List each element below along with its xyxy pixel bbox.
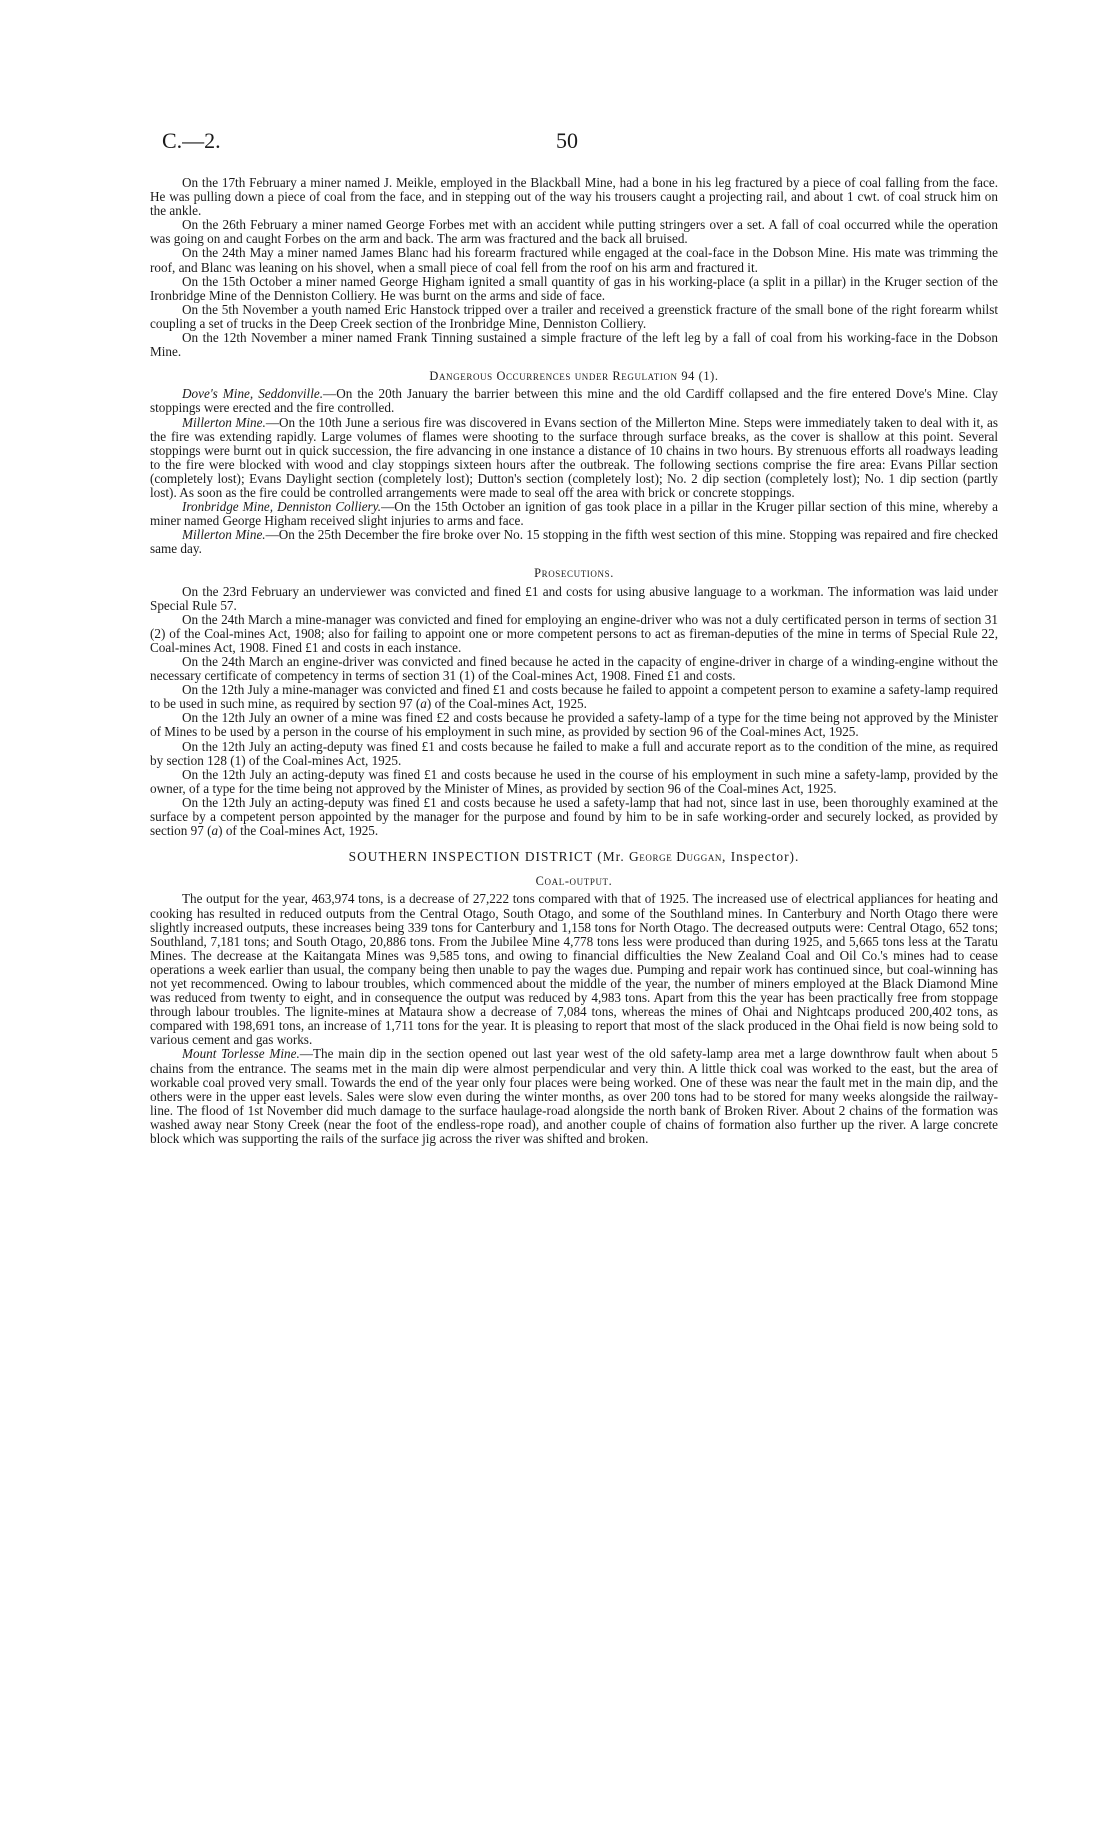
paragraph-lead: Dove's Mine, Seddonville. xyxy=(182,386,324,402)
paragraph-text: —On the 15th October an ignition of gas took place in a pillar in the Kruger pillar section of this mine, whereby a miner named George Higham received slight injuries to arms and face. xyxy=(150,499,998,529)
paragraph: On the 12th July an acting-deputy was fined £1 and costs because he failed to make a full and accurate report as to the condition of the mine, as required by section 128 (1) of the Coal-mines Act, 1925. xyxy=(150,738,998,768)
paragraph xyxy=(150,416,998,501)
paragraph xyxy=(150,796,998,838)
paragraph-text: —On the 10th June a serious fire was discovered in Evans section of the Millerton Mine. Steps were immediately taken to deal with it, as the fire was extending rapidly. Large volumes of flames were shooting to the surface through surface breaks, as the cover is shallow at this point. Several stoppings were burnt out in quick succession, the fire advancing in one instance a distance of 10 chains in two hours. By strenuous efforts all roadways leading to the fire were blocked with wood and clay stoppings sixteen hours after the outbreak. The following sections comprise the fire area: Evans Pillar section (completely lost); Evans Daylight section (completely lost); Dutton's section (completely lost); No. 2 dip section (completely lost); No. 1 dip section (partly lost). As soon as the fire could be controlled arrangements were made to seal off the area with brick or concrete stoppings. xyxy=(150,414,999,500)
paragraph: On the 24th May a miner named James Blanc had his forearm fractured while engaged at the coal-face in the Dobson Mine. His mate was trimming the roof, and Blanc was leaning on his shovel, when a small piece of coal fell from the roof on his arm and fractured it. xyxy=(150,245,998,275)
paragraph-lead: Ironbridge Mine, Denniston Colliery. xyxy=(182,499,382,515)
section-heading-dangerous-occurrences: Dangerous Occurrences under Regulation 94 (1). xyxy=(429,369,719,384)
paragraph: On the 24th March a mine-manager was convicted and fined for employing an engine-driver who was not a duly certificated person in terms of section 31 (2) of the Coal-mines Act, 1908; also for failing to appoint one or more competent persons to act as fireman-deputies of the mine in terms of Special Rule 22, Coal-mines Act, 1908. Fined £1 and costs in each instance. xyxy=(150,611,998,655)
paragraph-lead: Millerton Mine. xyxy=(182,527,266,543)
paragraph: On the 12th July an acting-deputy was fined £1 and costs because he used in the course of his employment in such mine a safety-lamp, provided by the owner, of a type for the time being not approved by the Minister of Mines, as provided by section 96 of the Coal-mines Act, 1925. xyxy=(150,766,998,796)
paragraph-text: On the 12th July a mine-manager was convicted and fined £1 and costs because he failed to appoint a competent person to examine a safety-lamp required to be used in such mine, as required by section 97 ( xyxy=(150,682,998,712)
paragraph: On the 12th November a miner named Frank Tinning sustained a simple fracture of the left leg by a fall of coal from his working-face in the Dobson Mine. xyxy=(150,330,998,360)
paragraph-text: —On the 25th December the fire broke over No. 15 stopping in the fifth west section of this mine. Stopping was repaired and fire checked same day. xyxy=(150,527,998,557)
section-heading-coal-output: Coal-output. xyxy=(535,874,613,889)
paragraph: On the 17th February a miner named J. Meikle, employed in the Blackball Mine, had a bone in his leg fractured by a piece of coal falling from the face. He was pulling down a piece of coal from the face, and in stepping out of the way his trousers caught a projecting rail, and about 1 cwt. of coal struck him on the ankle. xyxy=(150,175,998,219)
paragraph: The output for the year, 463,974 tons, is a decrease of 27,222 tons compared with that of 1925. The increased use of electrical appliances for heating and cooking has resulted in reduced outputs from the Central Otago, South Otago, and some of the Southland mines. In Canterbury and North Otago there were slightly increased outputs, these increases being 339 tons for Canterbury and 1,158 tons for North Otago. The decreased outputs were: Central Otago, 652 tons; Southland, 7,181 tons; and South Otago, 20,886 tons. From the Jubilee Mine 4,778 tons less were produced than during 1925, and 5,665 tons less at the Taratu Mines. The decrease at the Kaitangata Mines was 9,585 tons, and owing to financial difficulties the New Zealand Coal and Oil Co.'s mines had to cease operations a week earlier than usual, the company being then unable to pay the wages due. Pumping and repair work has continued since, but coal-winning has not yet recommenced. Owing to labour troubles, which commenced about the middle of the year, the number of miners employed at the Black Diamond Mine was reduced from twenty to eight, and in consequence the output was reduced by 4,983 tons. Apart from this the year has been practically free from stoppage through labour troubles. The lignite-mines at Mataura show a decrease of 7,084 tons, whereas the mines of Ohai and Nightcaps produced 200,402 tons, as compared with 198,691 tons, an increase of 1,711 tons for the year. It is pleasing to report that most of the slack produced in the Ohai field is now being sold to various cement and gas works. xyxy=(150,891,998,1048)
running-head xyxy=(162,128,972,158)
paragraph-lead: Mount Torlesse Mine. xyxy=(182,1046,300,1062)
paragraph: On the 12th July an owner of a mine was fined £2 and costs because he provided a safety-lamp of a type for the time being not approved by the Minister of Mines to be used by a person in the course of his employment in such mine, as provided by section 96 of the Coal-mines Act, 1925. xyxy=(150,710,998,740)
paragraph: On the 24th March an engine-driver was convicted and fined because he acted in the capacity of engine-driver in charge of a winding-engine without the necessary certificate of competency in terms of section 31 (1) of the Coal-mines Act, 1908. Fined £1 and costs. xyxy=(150,654,998,684)
paragraph xyxy=(150,387,998,415)
document-body xyxy=(150,176,998,1146)
inspector-name: George Duggan xyxy=(629,849,723,865)
paragraph xyxy=(150,528,998,556)
paragraph-text: a xyxy=(420,696,427,712)
paragraph-text: —On the 20th January the barrier between this mine and the old Cardiff collapsed and the fire entered Dove's Mine. Clay stoppings were erected and the fire controlled. xyxy=(150,386,998,416)
paragraph-lead: Millerton Mine. xyxy=(182,414,266,430)
report-code: C.—2. xyxy=(162,128,221,153)
paragraph xyxy=(150,500,998,528)
paragraph xyxy=(150,683,998,711)
paragraph: On the 15th October a miner named George Higham ignited a small quantity of gas in his working-place (a split in a pillar) in the Kruger section of the Ironbridge Mine of the Denniston Colliery. He was burnt on the arms and side of face. xyxy=(150,273,998,303)
paragraph-text: a xyxy=(211,823,219,839)
paragraph-text: ) of the Coal-mines Act, 1925. xyxy=(426,696,587,712)
paragraph: On the 5th November a youth named Eric Hanstock tripped over a trailer and received a greenstick fracture of the small bone of the right forearm whilst coupling a set of trucks in the Deep Creek section of the Ironbridge Mine, Denniston Colliery. xyxy=(150,301,998,331)
paragraph-text: ) of the Coal-mines Act, 1925. xyxy=(218,823,379,839)
paragraph xyxy=(150,1047,998,1146)
district-heading-text: SOUTHERN INSPECTION DISTRICT (Mr. xyxy=(348,849,630,865)
paragraph: On the 26th February a miner named George Forbes met with an accident while putting stringers over a set. A fall of coal occurred while the operation was going on and caught Forbes on the arm and back. The arm was fractured and the back all bruised. xyxy=(150,217,998,247)
district-heading-text: , Inspector). xyxy=(722,849,800,865)
paragraph-text: —The main dip in the section opened out last year west of the old safety-lamp area met a large downthrow fault when about 5 chains from the entrance. The seams met in the main dip were almost perpendicular and very thin. A little thick coal was worked to the east, but the area of workable coal proved very small. Towards the end of the year only four places were being worked. One of these was near the fault met in the main dip, and the others were in the upper east levels. Sales were slow even during the winter months, as over 200 tons had to be stored for many weeks alongside the railway-line. The flood of 1st November did much damage to the surface haulage-road alongside the north bank of Broken River. About 2 chains of the formation was washed away near Stony Creek (near the foot of the endless-rope road), and another couple of chains of formation also further up the river. A large concrete block which was supporting the rails of the surface jig across the river was shifted and broken. xyxy=(150,1046,998,1146)
section-heading-prosecutions: Prosecutions. xyxy=(534,566,614,581)
paragraph-text: On the 12th July an acting-deputy was fined £1 and costs because he used a safety-lamp that had not, since last in use, been thoroughly examined at the surface by a competent person appointed by the manager for the purpose and found by him to be in safe working-order and securely locked, as provided by section 97 ( xyxy=(150,794,998,839)
paragraph: On the 23rd February an underviewer was convicted and fined £1 and costs for using abusive language to a workman. The information was laid under Special Rule 57. xyxy=(150,583,998,613)
district-heading xyxy=(150,850,998,864)
page-number: 50 xyxy=(556,128,578,153)
